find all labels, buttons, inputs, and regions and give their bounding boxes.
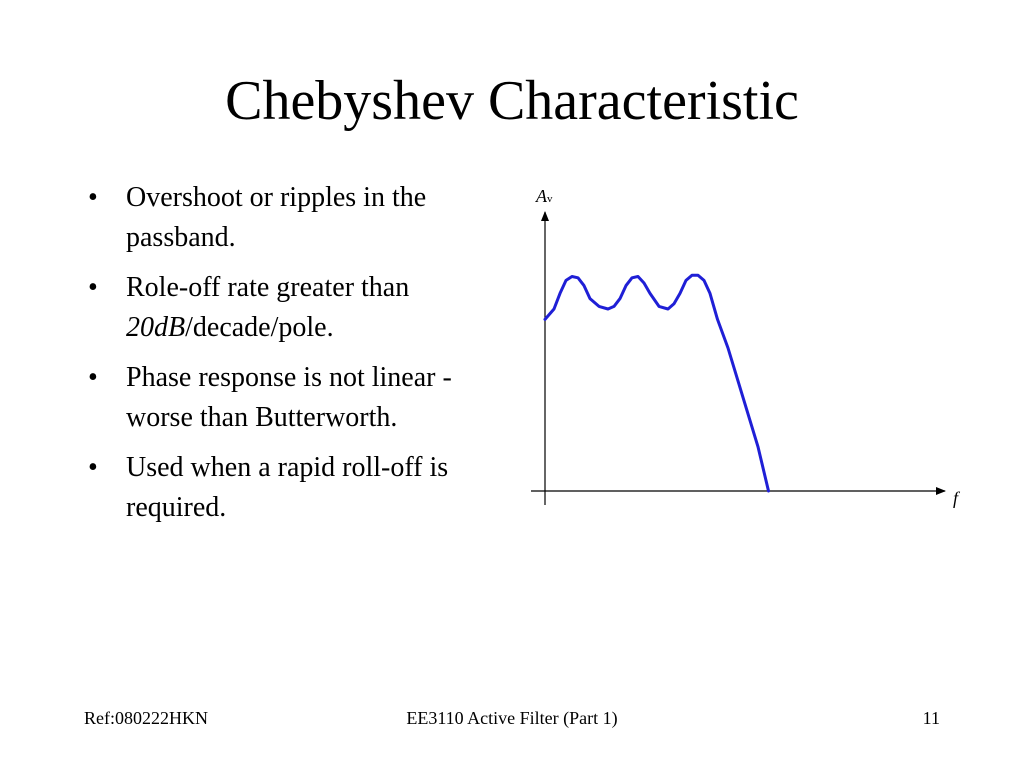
bullet-item [84,178,484,258]
y-axis-label [535,186,553,206]
footer-reference: Ref:080222HKN [84,708,208,728]
bullet-text: Phase response is not linear - worse than Butterworth. [126,362,452,433]
y-axis-label-main: A [536,186,547,206]
bullet-text: /decade/pole. [185,312,334,343]
bullet-text: 20dB [126,312,186,343]
bullet-list [84,178,484,538]
bullet-text: Role-off rate greater than [126,272,410,303]
bullet-text: Overshoot or ripples in the passband. [126,182,427,253]
bullet-marker: • [88,272,98,303]
bullet-item [84,448,484,528]
footer-page-number: 11 [922,708,940,728]
bullet-marker: • [88,182,98,213]
bullet-marker: • [88,452,98,483]
bullet-text: Used when a rapid roll-off is required. [126,452,449,523]
y-axis-label-subscript: v [547,193,553,205]
slide-title: Chebyshev Characteristic [225,70,799,132]
bullet-item [84,268,484,348]
series-line [545,275,769,491]
footer-course-title: EE3110 Active Filter (Part 1) [406,708,618,728]
bullet-marker: • [88,362,98,393]
bullet-item [84,358,484,438]
response-chart [500,170,1000,530]
chart-svg [500,170,1000,530]
series-group [545,275,769,491]
x-axis-label: f [953,488,959,508]
